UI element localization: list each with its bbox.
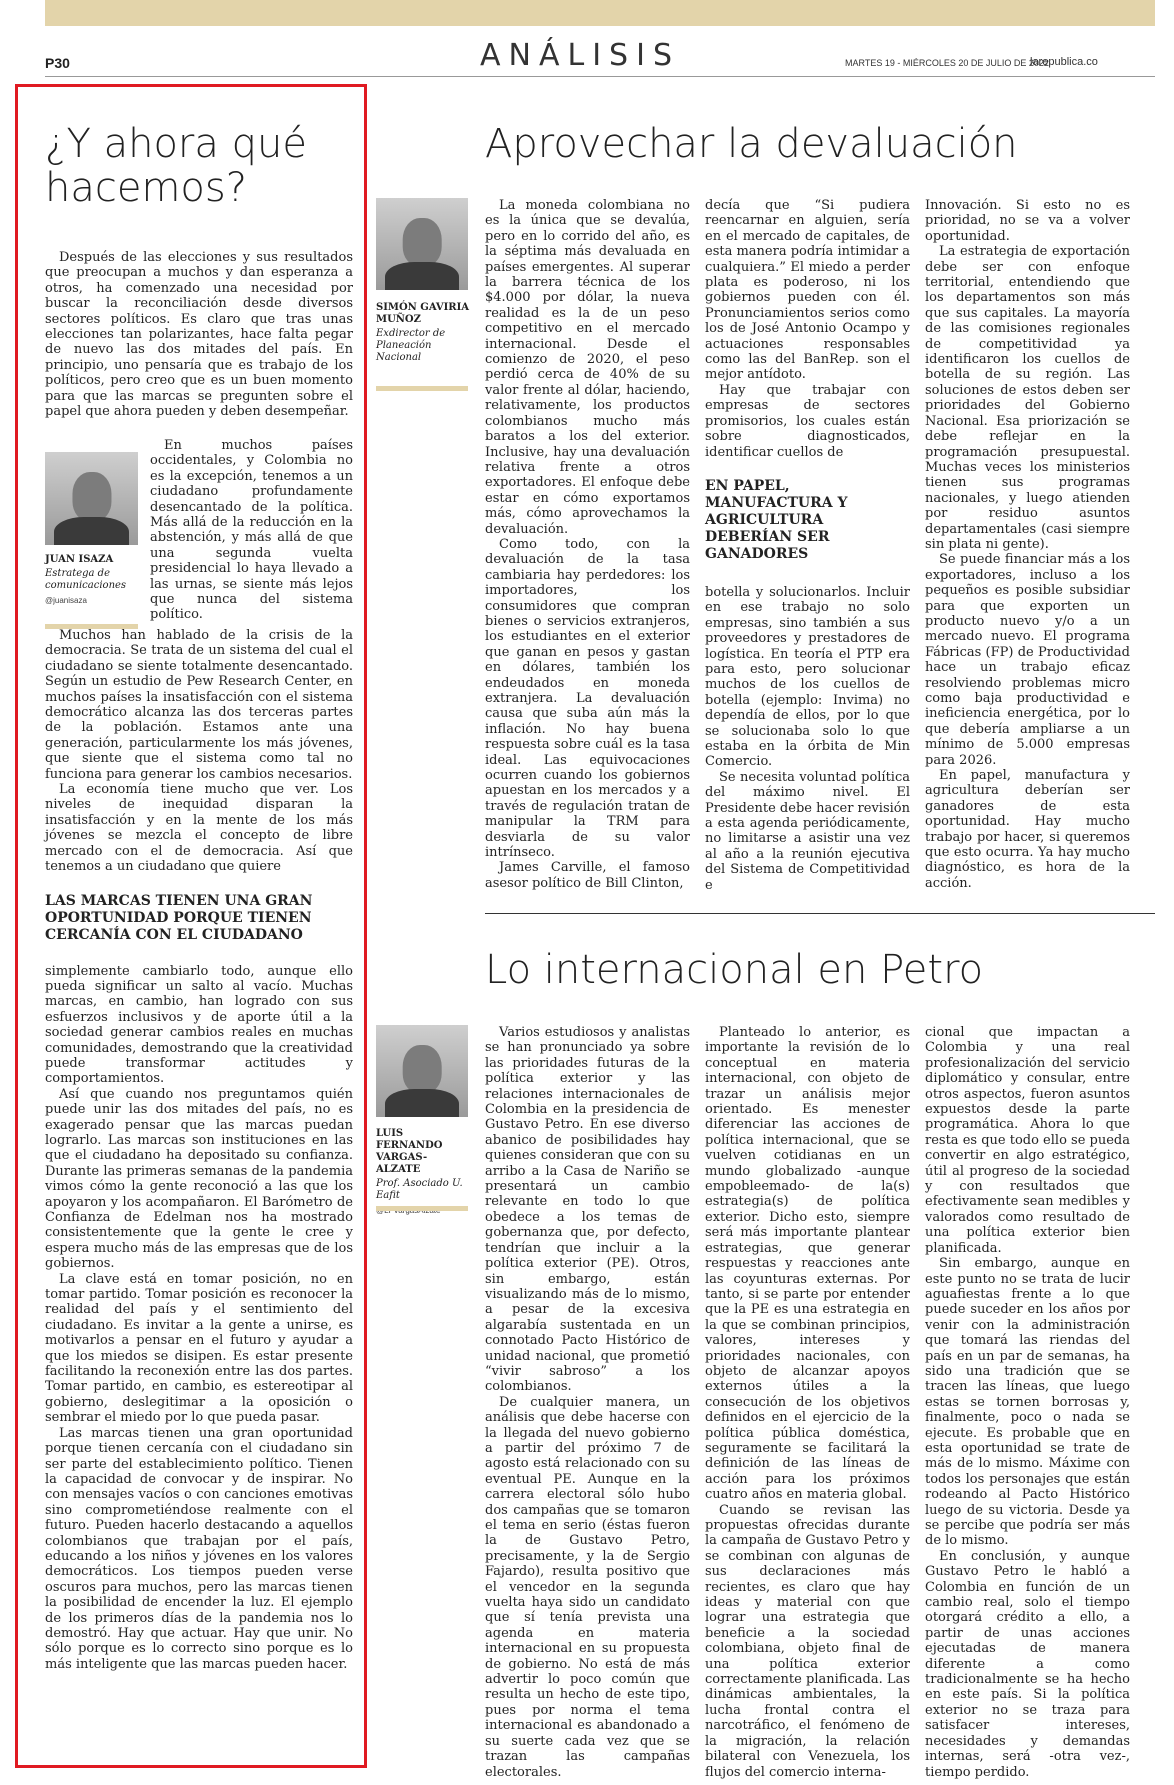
article3-column-2 — [705, 1025, 910, 1780]
article2-title: Aprovechar la devaluación — [485, 121, 1018, 167]
article2-paragraph: decía que “Si pudiera reencarnar en alguien, sería en el mercado de capitales, de esta manera podría intimidar a cualquiera.” El miedo a perder plata es poderoso, ni los gobiernos pueden con él. Pronunciamientos serios como los de José Antonio Ocampo y actuaciones responsables como las del BanRep. son el mejor antídoto. — [705, 198, 911, 383]
article3-paragraph: cional que impactan a Colombia y una real profesionalización del servicio diplomático y consular, entre otros aspectos, fueron asuntos expuestos desde la parte programática. Ahora lo que resta es que todo ello se pueda convertir en algo estratégico, útil al progreso de la sociedad y con resultados que efectivamente sean medibles y valorados como resultado de una política exterior bien planificada. — [925, 1025, 1130, 1256]
author-role: Exdirector de Planeación Nacional — [376, 328, 446, 363]
article1-paragraph: Muchos han hablado de la crisis de la democracia. Se trata de un sistema del cual el ciudadano se siente totalmente desencantado. Según un estudio de Pew Research Center, en muchos países la insatisfacción con el sistema democrático alcanza las dos terceras partes de la población. Estamos ante una generación, particularmente los más jóvenes, que siente que el sistema como tal no funciona para generar los cambios necesarios. — [45, 628, 353, 782]
article1-text-mid — [45, 628, 353, 1672]
article3-column-1 — [485, 1025, 690, 1780]
article1-byline — [45, 554, 138, 605]
article3-title: Lo internacional en Petro — [485, 947, 984, 993]
article1-paragraph: simplemente cambiarlo todo, aunque ello pueda significar un salto al vacío. Muchas marcas, en cambio, han logrado con sus esfuerzos inclusivos y de aporte útil a la sociedad generar cambios reales en muchas comunidades, demostrando que la creatividad puede transformar actitudes y comportamientos. — [45, 963, 353, 1087]
article2-pullquote: EN PAPEL, MANUFACTURA Y AGRICULTURA DEBERÍAN SER GANADORES — [705, 477, 848, 562]
article3-paragraph: Sin embargo, aunque en este punto no se trata de lucir aguafiestas frente a lo que puede suceder en los años por venir con la administración que tomará las riendas del país en un par de semanas, ha sido una tradición que se tracen las líneas, que luego estas se tornen borrosas y, finalmente, poco o nada se ejecute. Es probable que en esta oportunidad se trate de más de lo mismo. Máxime con todos los personajes que están rodeando al Pacto Histórico luego de su victoria. Desde ya se percibe que podría ser más de lo mismo. — [925, 1256, 1130, 1549]
article1-text-top — [45, 250, 353, 419]
article2-byline — [376, 302, 471, 364]
article2-paragraph: Se necesita voluntad política del máximo nivel. El Presidente debe hacer revisión a esta agenda periódicamente, no limitarse a asistir una vez al año a la reunión ejecutiva del Sistema de Competitividad e — [705, 769, 910, 893]
section-title: ANÁLISIS — [480, 38, 680, 73]
article3-paragraph: Planteado lo anterior, es importante la revisión de lo conceptual en materia internacional, con objeto de trazar un análisis mejor orientado. Es menester diferenciar las acciones de política internacional, que se vuelven cotidianas en un mundo globalizado -aunque empobleemado- de la(s) estrategia(s) de política exterior. Dicho esto, siempre será más importante plantear estrategias, que generar respuestas y reacciones ante las coyunturas externas. Por tanto, si se parte por entender que la PE es una estrategia en la que se combinan principios, valores, intereses y prioridades nacionales, con objeto de alcanzar apoyos externos útiles a la consecución de los objetivos definidos en el ejercicio de la política pública doméstica, seguramente se facilitará la definición de las líneas de acción para los próximos cuatro años en materia global. — [705, 1025, 910, 1503]
top-color-band — [45, 0, 1155, 26]
article2-column-1 — [485, 198, 690, 891]
byline-divider — [376, 1206, 468, 1211]
author-name: SIMÓN GAVIRIA MUÑOZ — [376, 302, 470, 325]
article1-pullquote: LAS MARCAS TIENEN UNA GRAN OPORTUNIDAD PORQUE TIENEN CERCANÍA CON EL CIUDADANO — [45, 892, 313, 943]
article2-paragraph: Hay que trabajar con empresas de sectores promisorios, los cuales están sobre diagnosticados, identificar cuellos de — [705, 382, 910, 460]
article3-byline — [376, 1128, 471, 1215]
article2-paragraph: La estrategia de exportación debe ser con enfoque territorial, entendiendo que los departamentos son más que sus capitales. La mayoría de las comisiones regionales de competitividad ya identificaron los cuellos de botella de su región. Las soluciones de estos deben ser prioridades del Gobierno Nacional. Esa priorización se debe reflejar en la programación presupuestal. Muchas veces los ministerios tienen sus programas nacionales, y luego atienden por residuo asuntos departamentales (casi siempre sin plata ni gente). — [925, 244, 1130, 552]
author-name: JUAN ISAZA — [45, 554, 114, 565]
article1-title: ¿Y ahora qué hacemos? — [45, 121, 307, 211]
author-photo-luis-fernando-vargas — [376, 1025, 468, 1117]
article2-paragraph: Como todo, con la devaluación de la tasa cambiaria hay perdedores: los importadores, los consumidores que compran bienes o servicios extranjeros, los estudiantes en el exterior que ganan en pesos y gastan en dólares, también los endeudados en moneda extranjera. La devaluación causa que suba aún más la inflación. No hay buena respuesta sobre cuál es la tasa ideal. Las equivocaciones ocurren cuando los gobiernos apuestan en los mercados y a través de regulación tratan de manipular la TRM para desviarla de su valor intrínseco. — [485, 536, 690, 861]
article3-paragraph: De cualquier manera, un análisis que debe hacerse con la llegada del nuevo gobierno a partir del próximo 7 de agosto está relacionado con su eventual PE. Aunque en la carrera electoral sólo hubo dos campañas que se tomaron el tema en serio (éstas fueron la de Gustavo Petro, precisamente, y la de Sergio Fajardo), resulta positivo que el vencedor en la segunda vuelta haya sido un candidato que sí tenía prevista una agenda en materia internacional en su propuesta de gobierno. No está de más advertir lo poco común que resulta un hecho de este tipo, pues por norma el tema internacional es abandonado a su suerte cada vez que se trazan las campañas electorales. — [485, 1394, 690, 1780]
article2-paragraph: La moneda colombiana no es la única que se devalúa, pero en lo corrido del año, es la séptima más devaluada en países emergentes. Al superar la barrera técnica de los $4.000 por dólar, la nueva realidad es la de un peso competitivo en el mercado internacional. Desde el comienzo de 2020, el peso perdió cerca de 40% de su valor frente al dólar, haciendo, relativamente, los productos colombianos mucho más baratos a los del exterior. Inclusive, hay una devaluación relativa frente a otros exportadores. El enfoque debe estar en cómo exportamos más, cómo aprovechamos la devaluación. — [485, 198, 690, 537]
site-url[interactable]: larepublica.co — [1030, 56, 1098, 68]
author-role: Estratega de comunicaciones — [45, 568, 127, 591]
author-role: Prof. Asociado U. Eafit — [376, 1178, 463, 1201]
article3-column-3 — [925, 1025, 1130, 1780]
article1-paragraph: La clave está en tomar posición, no en tomar partido. Tomar posición es reconocer la realidad del país y el sentimiento del ciudadano. Es invitar a la gente a unirse, es motivarlos a pensar en el futuro y ayudar a que los miedos se disipen. Es estar presente facilitando la reconexión entre las dos partes. Tomar partido, en cambio, es estereotipar al gobierno, deslegitimar a la oposición o sembrar el miedo por lo que pueda pasar. — [45, 1271, 353, 1426]
author-photo-simon-gaviria — [376, 198, 468, 290]
article2-column-3 — [925, 198, 1130, 891]
article1-paragraph: Las marcas tienen una gran oportunidad porque tienen cercanía con el ciudadano sin ser parte del establecimiento político. Tienen la capacidad de convocar y de inspirar. No con mensajes vacíos o con canciones emotivas sino comprometiéndose realmente con el futuro. Pueden hacerlo destacando a aquellos colombianos que trabajan por el país, educando a los niños y jóvenes en los valores democráticos. Los tiempos pueden verse oscuros para muchos, pero las marcas tienen la posibilidad de encender la luz. El ejemplo de los primeros días de la pandemia nos lo demostró. Hay que actuar. Hay que unir. No sólo porque es lo correcto sino porque es lo más inteligente que las marcas pueden hacer. — [45, 1425, 353, 1672]
article2-column-2 — [705, 198, 910, 893]
article1-paragraph: En muchos países occidentales, y Colombia no es la excepción, tenemos a un ciudadano profundamente desencantado de la política. Más allá de la reducción en la abstención, y más allá de que una segunda vuelta presidencial lo haya llevado a las urnas, se siente más lejos que nunca del sistema político. — [150, 438, 353, 623]
article2-paragraph: Innovación. Si esto no es prioridad, no se va a volver oportunidad. — [925, 198, 1130, 244]
article3-paragraph: En conclusión, y aunque Gustavo Petro le habló a Colombia en función de un cambio real, solo el tiempo otorgará crédito a ello, a partir de unas acciones ejecutadas de manera diferente a como tradicionalmente se ha hecho en este país. Si la política exterior no se traza para satisfacer intereses, necesidades y demandas internas, será -otra vez-, tiempo perdido. — [925, 1548, 1130, 1780]
author-name: LUIS FERNANDO VARGAS-ALZATE — [376, 1128, 443, 1175]
article2-paragraph: James Carville, el famoso asesor político de Bill Clinton, — [485, 860, 690, 891]
article1-paragraph: Después de las elecciones y sus resultados que preocupan a muchos y dan esperanza a otros, ha comenzado una necesidad por buscar la reconciliación desde diversos sectores políticos. Es claro que tras unas elecciones tan polarizantes, hace falta pegar de nuevo las dos mitades del país. En principio, uno pensaría que es trabajo de los políticos, pero creo que es un buen momento para que las marcas se pregunten sobre el papel que ahora pueden y deben desempeñar. — [45, 250, 353, 420]
article1-paragraph: La economía tiene mucho que ver. Los niveles de inequidad disparan la insatisfacción y en la mente de los más jóvenes se mezcla el concepto de libre mercado con el de democracia. Así que tenemos a un ciudadano que quiere — [45, 782, 353, 875]
author-handle[interactable]: @juanisaza — [45, 596, 87, 605]
byline-divider — [376, 386, 468, 391]
article1-paragraph: Así que cuando nos preguntamos quién puede unir las dos mitades del país, no es exagerado pensar que las marcas puedan lograrlo. Las marcas son instituciones en las que el ciudadano ha depositado su confianza. Durante las primeras semanas de la pandemia vimos cómo la gente reconoció a las que los apoyaron y los acompañaron. El Barómetro de Confianza de Edelman nos ha mostrado consistentemente que la gente le cree y espera mucho más de las empresas que de los gobiernos. — [45, 1086, 353, 1272]
issue-date: MARTES 19 - MIÉRCOLES 20 DE JULIO DE 2022 — [845, 58, 1049, 68]
author-photo-juan-isaza — [45, 452, 138, 545]
article-separator — [485, 913, 1155, 914]
article1-text-side — [150, 438, 353, 623]
article3-paragraph: Cuando se revisan las propuestas ofrecidas durante la campaña de Gustavo Petro y se combinan con algunas de sus declaraciones más recientes, es claro que hay ideas y material con que lograr una estrategia que beneficie a la sociedad colombiana, objeto final de una política exterior correctamente planificada. Las dinámicas ambientales, la lucha frontal contra el narcotráfico, el fenómeno de la migración, la relación bilateral con Venezuela, los flujos del comercio interna- — [705, 1502, 910, 1780]
article3-paragraph: Varios estudiosos y analistas se han pronunciado ya sobre las prioridades futuras de la política exterior y las relaciones internacionales de Colombia en la presidencia de Gustavo Petro. En ese diverso abanico de posibilidades hay quienes consideran que con su arribo a la Casa de Nariño se presentará un cambio relevante en todo lo que obedece a los temas de gobernanza que, por defecto, tendrían que incluir a la política exterior (PE). Otros, sin embargo, están visualizando más de lo mismo, a pesar de la excesiva algarabía sustentada en un connotado Pacto Histórico de unidad nacional, que prometió “vivir sabroso” a los colombianos. — [485, 1025, 690, 1395]
article2-paragraph: En papel, manufactura y agricultura deberían ser ganadores de esta oportunidad. Hay mucho trabajo por hacer, si queremos que esto ocurra. Ya hay mucho diagnóstico, es hora de la acción. — [925, 768, 1130, 891]
article2-paragraph: Se puede financiar más a los exportadores, incluso a los pequeños es posible subsidiar para que exporten un producto nuevo y/o a un mercado nuevo. El programa Fábricas (FP) de Productividad hace un trabajo eficaz resolviendo problemas micro como baja productividad e ineficiencia energética, por lo que debería ampliarse a un mínimo de 5.000 empresas para 2026. — [925, 552, 1130, 768]
article2-paragraph: botella y solucionarlos. Incluir en ese trabajo no solo empresas, sino también a sus proveedores y prestadores de logística. En teoría el PTP era para esto, pero solucionar muchos de los cuellos de botella (ejemplo: Invima) no dependía de ellos, por lo que se solucionaba solo lo que estaba en la órbita de Min Comercio. — [705, 584, 910, 770]
header-rule — [45, 76, 1155, 77]
page-number: P30 — [45, 55, 70, 71]
